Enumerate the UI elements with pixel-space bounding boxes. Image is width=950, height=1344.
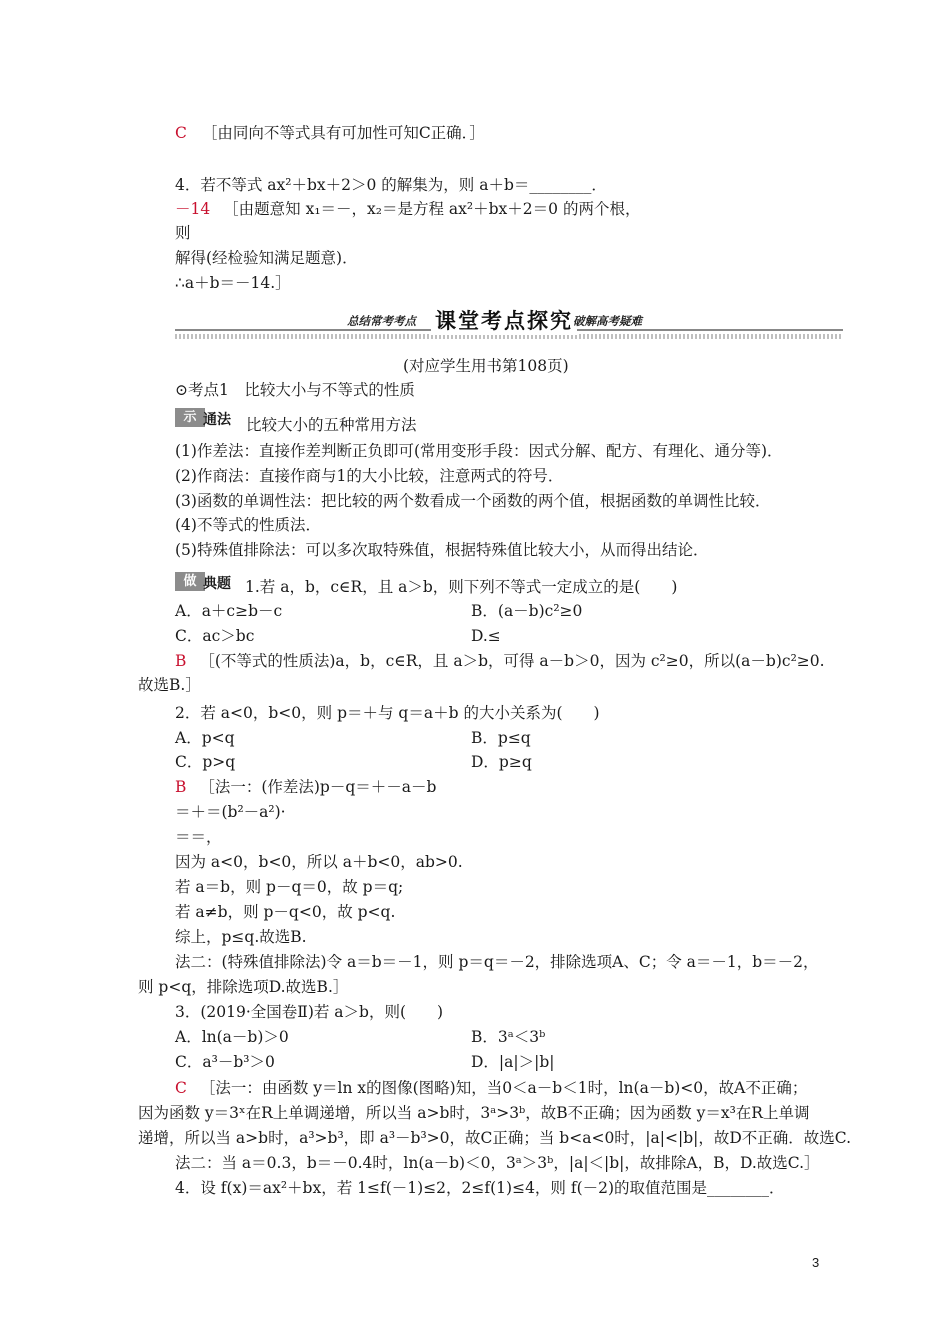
q3-solution-line: 因为函数 y＝3ˣ在R上单调递增，所以当 a>b时，3ᵃ>3ᵇ，故B不正确；因为函数 y＝x³在R上单调: [138, 1104, 810, 1122]
zuodian-tag-label: 典题: [203, 576, 231, 592]
banner-left-text: 总结常考考点: [347, 314, 416, 328]
q2-option-a: A．p<q: [175, 729, 235, 747]
q1-stem: 1.若 a，b，c∈R，且 a＞b，则下列不等式一定成立的是( ): [245, 578, 678, 596]
solution-line: 解得(经检验知满足题意)．: [175, 249, 358, 267]
solution-line: 则: [175, 224, 191, 242]
answer-letter: B: [175, 652, 187, 670]
method-item: (5)特殊值排除法：可以多次取特殊值，根据特殊值比较大小，从而得出结论．: [175, 541, 709, 559]
q3-solution: [175, 1077, 807, 1099]
q2-solution-line: 综上，p≤q.故选B.: [175, 928, 307, 946]
q3-option-c: C．a³－b³＞0: [175, 1053, 275, 1071]
answer-text: ［法一：(作差法)p－q＝＋－a－b: [199, 778, 437, 796]
method-item: (2)作商法：直接作商与1的大小比较，注意两式的符号．: [175, 467, 564, 485]
shitong-tag-label: 通法: [203, 412, 231, 428]
section-banner: [175, 305, 843, 339]
shitong-tag: [175, 408, 205, 427]
q2-solution-line: 因为 a<0，b<0，所以 a＋b<0，ab>0.: [175, 853, 463, 871]
method-item: (1)作差法：直接作差判断正负即可(常用变形手段：因式分解、配方、有理化、通分等)．: [175, 442, 783, 460]
q2-option-c: C．p>q: [175, 753, 236, 771]
answer-text: ［(不等式的性质法)a，b，c∈R，且 a＞b，可得 a－b＞0，因为 c²≥0，所以(a－b)c²≥0.: [199, 652, 825, 670]
q1-solution-cont: 故选B.］: [138, 676, 201, 694]
page-reference: (对应学生用书第108页): [403, 357, 569, 375]
answer-text: ［法一：由函数 y＝ln x的图像(图略)知，当0＜a－b＜1时，ln(a－b)<0，故A不正确；: [199, 1079, 808, 1097]
q3-option-a: A．ln(a－b)＞0: [175, 1028, 289, 1046]
solution-line: ∴a＋b＝－14.］: [175, 274, 291, 292]
q2-option-b: B．p≤q: [471, 729, 531, 747]
q2-solution-line: 法二：(特殊值排除法)令 a＝b＝－1，则 p＝q＝－2，排除选项A、C；令 a＝－1，b＝－2，: [175, 953, 819, 971]
method-item: (3)函数的单调性法：把比较的两个数看成一个函数的两个值，根据函数的单调性比较．: [175, 492, 771, 510]
q3-option-d: D．|a|＞|b|: [471, 1053, 555, 1071]
q3-stem: 3．(2019·全国卷Ⅱ)若 a＞b，则( ): [175, 1003, 444, 1021]
q1-option-c: C．ac＞bc: [175, 627, 255, 645]
kaodian-heading: ⊙考点1 比较大小与不等式的性质: [175, 381, 415, 399]
q3-solution-line: 法二：当 a＝0.3，b＝－0.4时，ln(a－b)＜0，3ᵃ＞3ᵇ，|a|＜|b|，故排除A，B，D.故选C.］: [175, 1154, 820, 1172]
q1-option-a: A．a＋c≥b－c: [175, 602, 283, 620]
method-item: (4)不等式的性质法．: [175, 516, 321, 534]
q2-solution: [175, 776, 436, 798]
q1-option-d: D.≤: [471, 627, 501, 645]
answer-text: ［由同向不等式具有可加性可知C正确．］: [201, 124, 485, 142]
zuodian-tag: [175, 572, 205, 591]
banner-title: 课堂考点探究: [431, 305, 577, 335]
answer-line-3: [175, 122, 485, 144]
zuodian-tag-char: 做: [183, 574, 197, 589]
answer-text: ［由题意知 x₁＝－，x₂＝是方程 ax²＋bx＋2＝0 的两个根，: [223, 200, 641, 218]
q2-solution-line: 若 a≠b，则 p－q<0，故 p<q.: [175, 903, 396, 921]
question-4-prev: 4．若不等式 ax²＋bx＋2＞0 的解集为，则 a＋b＝________．: [175, 176, 607, 194]
answer-letter: B: [175, 778, 187, 796]
q1-solution: [175, 650, 825, 672]
q4-stem: 4．设 f(x)＝ax²＋bx，若 1≤f(－1)≤2，2≤f(1)≤4，则 f(－2)的取值范围是________．: [175, 1179, 785, 1197]
q2-stem: 2．若 a<0，b<0，则 p＝＋与 q＝a＋b 的大小关系为( ): [175, 704, 600, 722]
q3-option-b: B．3ᵃ＜3ᵇ: [471, 1028, 546, 1046]
q1-option-b: B．(a－b)c²≥0: [471, 602, 583, 620]
q2-solution-line: ＝＋＝(b²－a²)·: [175, 803, 286, 821]
shitong-tag-char: 示: [183, 410, 197, 425]
page-number: 3: [812, 1255, 820, 1270]
q2-solution-line: 则 p<q，排除选项D.故选B.］: [138, 978, 349, 996]
q2-option-d: D．p≥q: [471, 753, 532, 771]
q2-solution-line: 若 a＝b，则 p－q＝0，故 p＝q;: [175, 878, 404, 896]
shitong-title: 比较大小的五种常用方法: [246, 416, 417, 434]
q3-solution-line: 递增，所以当 a>b时，a³>b³，即 a³－b³>0，故C正确；当 b<a<0时，|a|<|b|，故D不正确．故选C.: [138, 1129, 852, 1147]
answer-letter: C: [175, 1079, 187, 1097]
answer-letter: C: [175, 124, 187, 142]
q2-solution-line: ＝＝，: [175, 828, 222, 846]
answer-value: －14: [175, 200, 211, 218]
answer-line-4: [175, 198, 640, 220]
banner-right-text: 破解高考疑难: [573, 314, 642, 328]
